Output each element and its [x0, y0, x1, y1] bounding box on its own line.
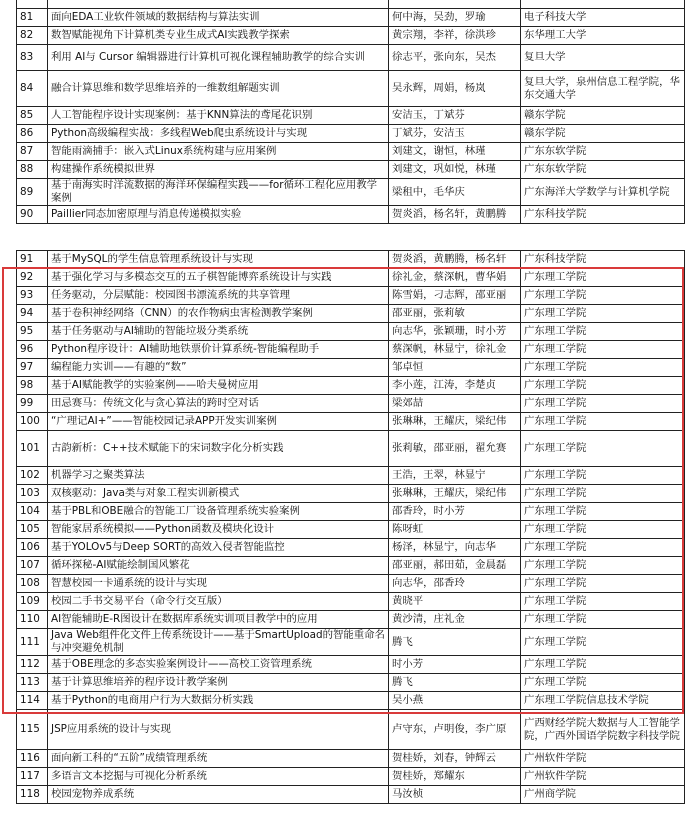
case-title: 人工智能程序设计实现案例：基于KNN算法的鸢尾花识别 — [48, 107, 389, 125]
row-number: 95 — [17, 323, 48, 341]
case-organization: 广东理工学院 — [521, 674, 685, 692]
case-title: 任务驱动，分层赋能：校园图书漂流系统的共享管理 — [48, 287, 389, 305]
case-title: 基于Python的电商用户行为大数据分析实践 — [48, 692, 389, 710]
case-authors: 梁郊喆 — [389, 395, 521, 413]
case-title: 数智赋能视角下计算机类专业生成式AI实践教学探索 — [48, 27, 389, 45]
case-organization: 广东科技学院 — [521, 206, 685, 224]
case-title: 智能雨滴捕手：嵌入式Linux系统构建与应用案例 — [48, 143, 389, 161]
case-organization: 广东理工学院 — [521, 611, 685, 629]
case-organization: 广东理工学院 — [521, 539, 685, 557]
row-number: 88 — [17, 161, 48, 179]
case-authors: 贺炎滔，杨名轩，黄鹏腾 — [389, 206, 521, 224]
case-authors: 刘建文，巩如悦，林瑾 — [389, 161, 521, 179]
table-row — [17, 287, 685, 305]
row-number: 93 — [17, 287, 48, 305]
table-row — [17, 431, 685, 467]
case-title: 基于强化学习与多模态交互的五子棋智能博弈系统设计与实践 — [48, 269, 389, 287]
case-title: 编程能力实训——有趣的“数” — [48, 359, 389, 377]
table-row — [17, 161, 685, 179]
award-table-bottom — [16, 250, 685, 804]
case-authors: 王浩，王翠，林显宁 — [389, 467, 521, 485]
case-title: 循环探秘-AI赋能绘制国风繁花 — [48, 557, 389, 575]
case-title — [48, 0, 389, 9]
case-organization: 广东理工学院 — [521, 575, 685, 593]
case-authors: 邵亚丽，张莉敏 — [389, 305, 521, 323]
case-organization: 广东理工学院 — [521, 377, 685, 395]
row-number: 85 — [17, 107, 48, 125]
case-authors: 贺桂娇，郑耀东 — [389, 768, 521, 786]
row-number: 91 — [17, 251, 48, 269]
row-number: 106 — [17, 539, 48, 557]
row-number: 114 — [17, 692, 48, 710]
case-organization: 广东理工学院 — [521, 431, 685, 467]
case-title: 面向EDA工业软件领域的数据结构与算法实训 — [48, 9, 389, 27]
case-authors: 时小芳 — [389, 656, 521, 674]
case-organization: 广东理工学院 — [521, 395, 685, 413]
table-row — [17, 377, 685, 395]
table-row — [17, 467, 685, 485]
row-number: 82 — [17, 27, 48, 45]
case-organization: 广东理工学院 — [521, 413, 685, 431]
row-number: 86 — [17, 125, 48, 143]
case-title: AI智能辅助E-R图设计在数据库系统实训项目教学中的应用 — [48, 611, 389, 629]
case-title: 构建操作系统模拟世界 — [48, 161, 389, 179]
table-row — [17, 0, 685, 9]
table-row — [17, 629, 685, 656]
case-organization: 广东科技学院 — [521, 251, 685, 269]
table-row — [17, 503, 685, 521]
case-organization: 赣东学院 — [521, 125, 685, 143]
case-authors: 张莉敏，邵亚丽，翟允赛 — [389, 431, 521, 467]
table-row — [17, 768, 685, 786]
case-authors: 卢守东，卢明俊，李广原 — [389, 710, 521, 750]
case-authors: 黄晓平 — [389, 593, 521, 611]
row-number: 97 — [17, 359, 48, 377]
case-title: 基于MySQL的学生信息管理系统设计与实现 — [48, 251, 389, 269]
case-authors: 何中海，吴劲，罗瑜 — [389, 9, 521, 27]
case-authors: 吴永辉，周娟，杨岚 — [389, 71, 521, 107]
case-organization: 复旦大学 — [521, 45, 685, 71]
case-authors: 刘建文，谢恒，林瑾 — [389, 143, 521, 161]
row-number: 107 — [17, 557, 48, 575]
row-number: 99 — [17, 395, 48, 413]
case-title: 基于任务驱动与AI辅助的智能垃圾分类系统 — [48, 323, 389, 341]
row-number: 115 — [17, 710, 48, 750]
case-organization: 广州软件学院 — [521, 750, 685, 768]
table-row — [17, 786, 685, 804]
case-organization: 广东东软学院 — [521, 143, 685, 161]
table-row — [17, 107, 685, 125]
case-authors: 黄宗翔，李祥，徐洪珍 — [389, 27, 521, 45]
case-organization: 广州商学院 — [521, 786, 685, 804]
case-title: 校园二手书交易平台（命令行交互版） — [48, 593, 389, 611]
case-authors: 蔡深帆，林显宁，徐礼金 — [389, 341, 521, 359]
case-organization: 广东理工学院 — [521, 656, 685, 674]
case-organization: 广东东软学院 — [521, 161, 685, 179]
row-number: 84 — [17, 71, 48, 107]
case-organization: 广东理工学院 — [521, 629, 685, 656]
row-number: 112 — [17, 656, 48, 674]
case-title: JSP应用系统的设计与实现 — [48, 710, 389, 750]
table-row — [17, 341, 685, 359]
table-row — [17, 323, 685, 341]
case-title: 校园宠物养成系统 — [48, 786, 389, 804]
case-organization: 广东理工学院 — [521, 323, 685, 341]
case-organization: 广东理工学院 — [521, 269, 685, 287]
case-authors: 陈雪娟，刁志辉，邵亚丽 — [389, 287, 521, 305]
case-title: 利用 AI与 Cursor 编辑器进行计算机可视化课程辅助教学的综合实训 — [48, 45, 389, 71]
case-organization: 东华理工大学 — [521, 27, 685, 45]
row-number: 83 — [17, 45, 48, 71]
row-number — [17, 0, 48, 9]
case-title: 基于计算思维培养的程序设计教学案例 — [48, 674, 389, 692]
case-organization: 广东理工学院 — [521, 341, 685, 359]
table-row — [17, 674, 685, 692]
table-row — [17, 359, 685, 377]
case-authors: 贺桂娇，刘春，钟辉云 — [389, 750, 521, 768]
case-authors: 丁斌芬，安洁玉 — [389, 125, 521, 143]
case-authors: 邹卓恒 — [389, 359, 521, 377]
case-title: 古韵新析：C++技术赋能下的宋词数字化分析实践 — [48, 431, 389, 467]
row-number: 96 — [17, 341, 48, 359]
case-authors: 张琳琳，王耀庆，梁纪伟 — [389, 413, 521, 431]
case-organization: 广东理工学院 — [521, 503, 685, 521]
table-row — [17, 710, 685, 750]
case-organization: 广东理工学院 — [521, 557, 685, 575]
case-title: 面向新工科的“五阶”成绩管理系统 — [48, 750, 389, 768]
row-number: 118 — [17, 786, 48, 804]
row-number: 87 — [17, 143, 48, 161]
case-authors: 安洁玉，丁斌芬 — [389, 107, 521, 125]
case-organization: 复旦大学，泉州信息工程学院，华东交通大学 — [521, 71, 685, 107]
row-number: 117 — [17, 768, 48, 786]
row-number: 108 — [17, 575, 48, 593]
case-authors: 杨泽，林显宁，向志华 — [389, 539, 521, 557]
case-title: 双核驱动：Java类与对象工程实训新模式 — [48, 485, 389, 503]
case-authors: 吴小燕 — [389, 692, 521, 710]
case-organization: 电子科技大学 — [521, 9, 685, 27]
case-title: 基于卷积神经网络（CNN）的农作物病虫害检测教学案例 — [48, 305, 389, 323]
row-number: 90 — [17, 206, 48, 224]
table-row — [17, 656, 685, 674]
case-authors: 陈呀虹 — [389, 521, 521, 539]
row-number: 81 — [17, 9, 48, 27]
row-number: 94 — [17, 305, 48, 323]
table-row — [17, 305, 685, 323]
table-row — [17, 750, 685, 768]
case-authors: 徐志平，张向东，吴杰 — [389, 45, 521, 71]
case-organization: 广东理工学院信息技术学院 — [521, 692, 685, 710]
case-organization: 赣东学院 — [521, 107, 685, 125]
table-row — [17, 593, 685, 611]
table-row — [17, 27, 685, 45]
table-row — [17, 413, 685, 431]
case-authors: 梁租中，毛华庆 — [389, 179, 521, 206]
row-number: 103 — [17, 485, 48, 503]
case-organization: 广州软件学院 — [521, 768, 685, 786]
table-row — [17, 71, 685, 107]
case-title: 机器学习之聚类算法 — [48, 467, 389, 485]
case-authors: 邵亚丽，郝田茹，金晨磊 — [389, 557, 521, 575]
row-number: 104 — [17, 503, 48, 521]
table-row — [17, 251, 685, 269]
row-number: 109 — [17, 593, 48, 611]
case-organization: 广东理工学院 — [521, 287, 685, 305]
case-authors: 腾飞 — [389, 674, 521, 692]
table-row — [17, 9, 685, 27]
case-organization: 广东理工学院 — [521, 467, 685, 485]
row-number: 92 — [17, 269, 48, 287]
table-row — [17, 557, 685, 575]
case-organization — [521, 0, 685, 9]
row-number: 113 — [17, 674, 48, 692]
case-title: Python程序设计：AI辅助地铁票价计算系统-智能编程助手 — [48, 341, 389, 359]
case-title: Java Web组件化文件上传系统设计——基于SmartUpload的智能重命名与冲突避免机制 — [48, 629, 389, 656]
table-row — [17, 179, 685, 206]
table-row — [17, 395, 685, 413]
case-authors: 黄沙清，庄礼金 — [389, 611, 521, 629]
case-title: 田忌赛马：传统文化与贪心算法的跨时空对话 — [48, 395, 389, 413]
case-title: 基于YOLOv5与Deep SORT的高效入侵者智能监控 — [48, 539, 389, 557]
case-authors: 腾飞 — [389, 629, 521, 656]
case-title: Python高级编程实战：多线程Web爬虫系统设计与实现 — [48, 125, 389, 143]
case-title: “广理记AI+”——智能校园记录APP开发实训案例 — [48, 413, 389, 431]
table-row — [17, 539, 685, 557]
case-organization: 广东海洋大学数学与计算机学院 — [521, 179, 685, 206]
row-number: 100 — [17, 413, 48, 431]
case-authors: 贺炎滔，黄鹏腾，杨名轩 — [389, 251, 521, 269]
row-number: 116 — [17, 750, 48, 768]
case-title: 智慧校园一卡通系统的设计与实现 — [48, 575, 389, 593]
table-row — [17, 692, 685, 710]
table-row — [17, 269, 685, 287]
case-organization: 广东理工学院 — [521, 593, 685, 611]
case-title: 基于AI赋能教学的实验案例——哈夫曼树应用 — [48, 377, 389, 395]
row-number: 101 — [17, 431, 48, 467]
case-title: 智能家居系统模拟——Python函数及模块化设计 — [48, 521, 389, 539]
award-table-top — [16, 0, 685, 224]
table-row — [17, 45, 685, 71]
case-authors: 向志华，邵香玲 — [389, 575, 521, 593]
table-row — [17, 143, 685, 161]
table-row — [17, 611, 685, 629]
row-number: 102 — [17, 467, 48, 485]
row-number: 110 — [17, 611, 48, 629]
case-authors: 徐礼金，蔡深帆，曹华娟 — [389, 269, 521, 287]
case-organization: 广东理工学院 — [521, 485, 685, 503]
case-title: 多语言文本挖掘与可视化分析系统 — [48, 768, 389, 786]
table-row — [17, 575, 685, 593]
row-number: 111 — [17, 629, 48, 656]
table-row — [17, 521, 685, 539]
table-row — [17, 125, 685, 143]
case-title: Paillier同态加密原理与消息传递模拟实验 — [48, 206, 389, 224]
case-authors: 马汝桢 — [389, 786, 521, 804]
case-title: 基于OBE理念的多态实验案例设计——高校工资管理系统 — [48, 656, 389, 674]
case-title: 基于南海实时洋流数据的海洋环保编程实践——for循环工程化应用教学案例 — [48, 179, 389, 206]
case-authors: 李小莲，江涛，李楚贞 — [389, 377, 521, 395]
row-number: 89 — [17, 179, 48, 206]
case-organization: 广东理工学院 — [521, 305, 685, 323]
case-organization: 广东理工学院 — [521, 359, 685, 377]
case-authors: 邵香玲，时小芳 — [389, 503, 521, 521]
row-number: 98 — [17, 377, 48, 395]
case-authors: 张琳琳，王耀庆，梁纪伟 — [389, 485, 521, 503]
case-authors: 向志华，张颖珊，时小芳 — [389, 323, 521, 341]
case-authors — [389, 0, 521, 9]
table-row — [17, 485, 685, 503]
case-organization: 广东理工学院 — [521, 521, 685, 539]
table-row — [17, 206, 685, 224]
row-number: 105 — [17, 521, 48, 539]
case-title: 融合计算思维和数学思维培养的一维数组解题实训 — [48, 71, 389, 107]
case-organization: 广西财经学院大数据与人工智能学院，广西外国语学院数字科技学院 — [521, 710, 685, 750]
case-title: 基于PBL和OBE融合的智能工厂设备管理系统实验案例 — [48, 503, 389, 521]
